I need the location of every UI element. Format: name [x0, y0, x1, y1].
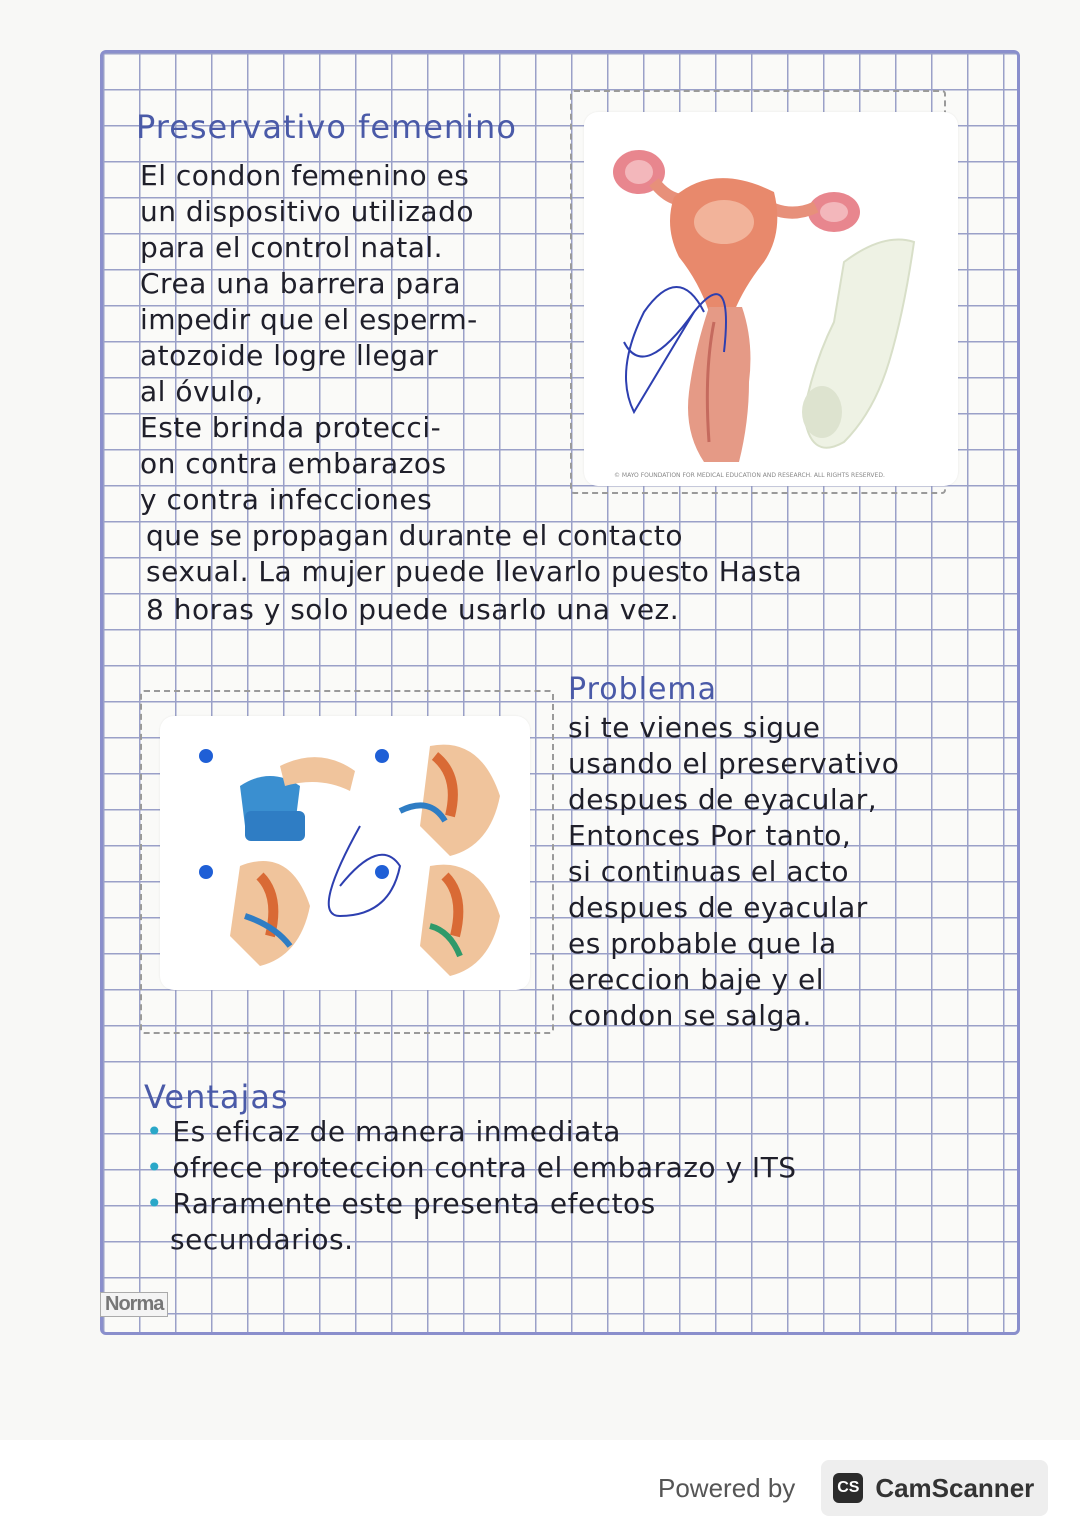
condon-line-6: atozoide logre llegar: [140, 339, 439, 372]
powered-by-text: Powered by: [658, 1472, 796, 1503]
camscanner-badge: [821, 1460, 1048, 1516]
heading-problema: Problema: [568, 672, 718, 707]
camscanner-name: CamScanner: [875, 1472, 1035, 1503]
problema-line-4: Entonces Por tanto,: [568, 819, 852, 852]
problema-line-3: despues de eyacular,: [568, 783, 878, 816]
condon-line-7: al óvulo,: [140, 375, 264, 408]
condon-line-2: un dispositivo utilizado: [140, 195, 474, 228]
anatomy-image: [584, 112, 958, 486]
condon-line-1: El condon femenino es: [140, 159, 470, 192]
heading-preservativo: Preservativo femenino: [136, 108, 517, 146]
problema-line-5: si continuas el acto: [568, 855, 850, 888]
norma-brand-mark: Norma: [100, 1292, 168, 1317]
camscanner-watermark: [658, 1460, 1048, 1516]
ventajas-item-2: • ofrece proteccion contra el embarazo y ITS: [146, 1151, 797, 1184]
problema-line-2: usando el preservativo: [568, 747, 900, 780]
condon-line-3: para el control natal.: [140, 231, 444, 264]
condon-line-12: sexual. La mujer puede llevarlo puesto Hasta: [146, 555, 803, 588]
condon-line-4: Crea una barrera para: [140, 267, 462, 300]
condon-line-8: Este brinda protecci-: [140, 411, 442, 444]
uterus-condom-illustration: [584, 112, 958, 486]
insertion-steps-image: [160, 716, 530, 990]
problema-line-9: condon se salga.: [568, 999, 812, 1032]
condon-line-9: on contra embarazos: [140, 447, 447, 480]
problema-line-1: si te vienes sigue: [568, 711, 821, 744]
camscanner-logo-icon: CS: [833, 1473, 863, 1503]
condon-line-10: y contra infecciones: [140, 483, 433, 516]
problema-line-7: es probable que la: [568, 927, 837, 960]
condon-line-11: que se propagan durante el contacto: [146, 519, 684, 552]
problema-line-6: despues de eyacular: [568, 891, 868, 924]
ventajas-continuation: secundarios.: [170, 1223, 354, 1256]
anatomy-copyright: © MAYO FOUNDATION FOR MEDICAL EDUCATION AND RESEARCH. ALL RIGHTS RESERVED.: [614, 472, 885, 479]
ventajas-item-1: • Es eficaz de manera inmediata: [146, 1115, 621, 1148]
condon-line-5: impedir que el esperm-: [140, 303, 478, 336]
problema-line-8: ereccion baje y el: [568, 963, 825, 996]
heading-ventajas: Ventajas: [144, 1078, 289, 1116]
insertion-steps-illustration: [160, 716, 530, 990]
condon-line-13: 8 horas y solo puede usarlo una vez.: [146, 593, 680, 626]
ventajas-item-3: • Raramente este presenta efectos: [146, 1187, 656, 1220]
